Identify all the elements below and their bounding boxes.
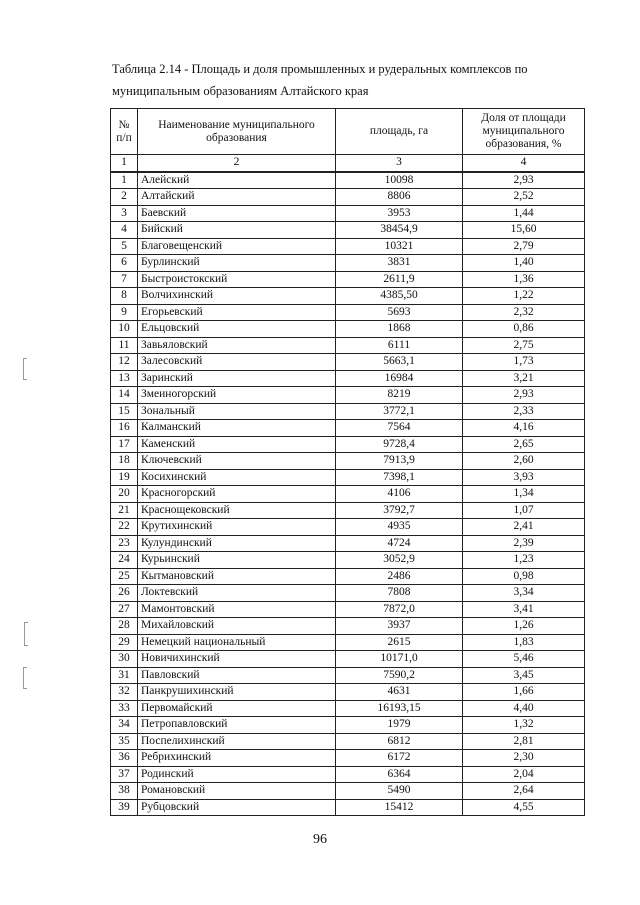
share-percent: 1,26 (463, 618, 585, 635)
municipality-name: Егорьевский (138, 304, 336, 321)
share-percent: 2,60 (463, 453, 585, 470)
header-area: площадь, га (336, 109, 463, 155)
table-row (111, 172, 585, 189)
table-row (111, 618, 585, 635)
municipality-name: Благовещенский (138, 238, 336, 255)
table-row (111, 288, 585, 305)
row-number: 10 (111, 321, 138, 338)
table-row (111, 634, 585, 651)
area-ha: 9728,4 (336, 436, 463, 453)
share-percent: 4,16 (463, 420, 585, 437)
area-ha: 7808 (336, 585, 463, 602)
municipality-name: Калманский (138, 420, 336, 437)
municipality-name: Волчихинский (138, 288, 336, 305)
row-number: 28 (111, 618, 138, 635)
row-number: 14 (111, 387, 138, 404)
row-number: 20 (111, 486, 138, 503)
area-ha: 7590,2 (336, 667, 463, 684)
table-row (111, 453, 585, 470)
row-number: 19 (111, 469, 138, 486)
area-ha: 7872,0 (336, 601, 463, 618)
area-ha: 3953 (336, 205, 463, 222)
municipality-name: Заринский (138, 370, 336, 387)
table-row (111, 552, 585, 569)
municipality-name: Красногорский (138, 486, 336, 503)
share-percent: 1,07 (463, 502, 585, 519)
table-row (111, 783, 585, 800)
share-percent: 3,21 (463, 370, 585, 387)
row-number: 22 (111, 519, 138, 536)
header-number: № п/п (111, 109, 138, 155)
share-percent: 3,34 (463, 585, 585, 602)
row-number: 27 (111, 601, 138, 618)
municipality-name: Бийский (138, 222, 336, 239)
table-row (111, 684, 585, 701)
municipality-name: Первомайский (138, 700, 336, 717)
municipality-name: Кытмановский (138, 568, 336, 585)
area-ha: 6812 (336, 733, 463, 750)
area-ha: 8219 (336, 387, 463, 404)
area-ha: 2611,9 (336, 271, 463, 288)
area-ha: 4724 (336, 535, 463, 552)
share-percent: 1,23 (463, 552, 585, 569)
scan-artifact (23, 358, 27, 380)
row-number: 25 (111, 568, 138, 585)
row-number: 33 (111, 700, 138, 717)
row-number: 37 (111, 766, 138, 783)
share-percent: 1,32 (463, 717, 585, 734)
municipality-name: Быстроистокский (138, 271, 336, 288)
municipality-name: Ельцовский (138, 321, 336, 338)
row-number: 5 (111, 238, 138, 255)
share-percent: 1,66 (463, 684, 585, 701)
table-row (111, 799, 585, 816)
share-percent: 2,30 (463, 750, 585, 767)
row-number: 2 (111, 189, 138, 206)
share-percent: 3,45 (463, 667, 585, 684)
municipality-name: Локтевский (138, 585, 336, 602)
municipality-name: Курьинский (138, 552, 336, 569)
area-ha: 3052,9 (336, 552, 463, 569)
row-number: 34 (111, 717, 138, 734)
table-caption-line-2: муниципальным образованиям Алтайского края (112, 84, 369, 98)
row-number: 13 (111, 370, 138, 387)
row-number: 7 (111, 271, 138, 288)
share-percent: 2,65 (463, 436, 585, 453)
row-number: 11 (111, 337, 138, 354)
share-percent: 2,52 (463, 189, 585, 206)
area-ha: 7564 (336, 420, 463, 437)
column-index: 1 (111, 155, 138, 172)
municipality-name: Косихинский (138, 469, 336, 486)
share-percent: 2,75 (463, 337, 585, 354)
table-row (111, 535, 585, 552)
municipality-name: Родинский (138, 766, 336, 783)
area-ha: 38454,9 (336, 222, 463, 239)
row-number: 26 (111, 585, 138, 602)
table-row (111, 585, 585, 602)
share-percent: 2,39 (463, 535, 585, 552)
area-ha: 16193,15 (336, 700, 463, 717)
area-ha: 7913,9 (336, 453, 463, 470)
area-ha: 6364 (336, 766, 463, 783)
area-ha: 5693 (336, 304, 463, 321)
area-ha: 1979 (336, 717, 463, 734)
table-row (111, 321, 585, 338)
municipality-name: Залесовский (138, 354, 336, 371)
table-row (111, 189, 585, 206)
row-number: 16 (111, 420, 138, 437)
municipality-name: Мамонтовский (138, 601, 336, 618)
row-number: 24 (111, 552, 138, 569)
area-ha: 10171,0 (336, 651, 463, 668)
table-row (111, 370, 585, 387)
area-ha: 8806 (336, 189, 463, 206)
municipality-name: Новичихинский (138, 651, 336, 668)
area-ha: 4106 (336, 486, 463, 503)
municipality-name: Панкрушихинский (138, 684, 336, 701)
area-ha: 10321 (336, 238, 463, 255)
table-row (111, 403, 585, 420)
municipality-name: Завьяловский (138, 337, 336, 354)
row-number: 38 (111, 783, 138, 800)
table-row (111, 420, 585, 437)
area-ha: 5663,1 (336, 354, 463, 371)
row-number: 9 (111, 304, 138, 321)
table-row (111, 205, 585, 222)
share-percent: 1,40 (463, 255, 585, 272)
area-ha: 3772,1 (336, 403, 463, 420)
table-row (111, 700, 585, 717)
scan-artifact (23, 667, 27, 689)
table-header-row (111, 109, 585, 155)
row-number: 30 (111, 651, 138, 668)
share-percent: 2,41 (463, 519, 585, 536)
table-row (111, 717, 585, 734)
share-percent: 5,46 (463, 651, 585, 668)
municipality-name: Павловский (138, 667, 336, 684)
row-number: 36 (111, 750, 138, 767)
municipality-name: Кулундинский (138, 535, 336, 552)
municipality-name: Рубцовский (138, 799, 336, 816)
table-row (111, 255, 585, 272)
area-ha: 7398,1 (336, 469, 463, 486)
area-ha: 10098 (336, 172, 463, 189)
area-ha: 3792,7 (336, 502, 463, 519)
area-ha: 2486 (336, 568, 463, 585)
table-row (111, 502, 585, 519)
table-row (111, 568, 585, 585)
municipality-name: Петропавловский (138, 717, 336, 734)
table-row (111, 651, 585, 668)
share-percent: 3,93 (463, 469, 585, 486)
municipality-name: Алейский (138, 172, 336, 189)
share-percent: 2,93 (463, 387, 585, 404)
column-index: 3 (336, 155, 463, 172)
page-number: 96 (313, 832, 327, 847)
row-number: 31 (111, 667, 138, 684)
share-percent: 4,40 (463, 700, 585, 717)
column-index: 4 (463, 155, 585, 172)
table-row (111, 733, 585, 750)
row-number: 4 (111, 222, 138, 239)
row-number: 21 (111, 502, 138, 519)
municipality-name: Поспелихинский (138, 733, 336, 750)
table-row (111, 337, 585, 354)
table-row (111, 519, 585, 536)
share-percent: 2,93 (463, 172, 585, 189)
municipality-name: Змеиногорский (138, 387, 336, 404)
table-row (111, 354, 585, 371)
municipality-name: Ребрихинский (138, 750, 336, 767)
share-percent: 0,98 (463, 568, 585, 585)
area-ha: 5490 (336, 783, 463, 800)
table-row (111, 436, 585, 453)
row-number: 23 (111, 535, 138, 552)
share-percent: 1,36 (463, 271, 585, 288)
share-percent: 1,83 (463, 634, 585, 651)
share-percent: 2,32 (463, 304, 585, 321)
area-ha: 6111 (336, 337, 463, 354)
row-number: 35 (111, 733, 138, 750)
municipality-name: Баевский (138, 205, 336, 222)
municipality-name: Зональный (138, 403, 336, 420)
area-ha: 4935 (336, 519, 463, 536)
area-ha: 15412 (336, 799, 463, 816)
share-percent: 2,81 (463, 733, 585, 750)
municipality-name: Бурлинский (138, 255, 336, 272)
share-percent: 3,41 (463, 601, 585, 618)
area-ha: 3831 (336, 255, 463, 272)
municipality-name: Немецкий национальный (138, 634, 336, 651)
area-ha: 2615 (336, 634, 463, 651)
table-row (111, 601, 585, 618)
area-ha: 4631 (336, 684, 463, 701)
row-number: 32 (111, 684, 138, 701)
row-number: 29 (111, 634, 138, 651)
table-row (111, 304, 585, 321)
row-number: 6 (111, 255, 138, 272)
area-share-table (110, 108, 585, 816)
table-row (111, 238, 585, 255)
row-number: 15 (111, 403, 138, 420)
table-row (111, 469, 585, 486)
table-row (111, 222, 585, 239)
municipality-name: Крутихинский (138, 519, 336, 536)
share-percent: 4,55 (463, 799, 585, 816)
table-row (111, 750, 585, 767)
area-ha: 4385,50 (336, 288, 463, 305)
table-row (111, 486, 585, 503)
column-index-row (111, 155, 585, 172)
table-row (111, 667, 585, 684)
table-row (111, 387, 585, 404)
scan-artifact (24, 622, 28, 646)
municipality-name: Михайловский (138, 618, 336, 635)
municipality-name: Алтайский (138, 189, 336, 206)
area-ha: 16984 (336, 370, 463, 387)
row-number: 39 (111, 799, 138, 816)
share-percent: 15,60 (463, 222, 585, 239)
row-number: 8 (111, 288, 138, 305)
area-ha: 6172 (336, 750, 463, 767)
share-percent: 0,86 (463, 321, 585, 338)
municipality-name: Каменский (138, 436, 336, 453)
table-caption-line-1: Таблица 2.14 - Площадь и доля промышленных и рудеральных комплексов по (112, 62, 528, 76)
municipality-name: Романовский (138, 783, 336, 800)
share-percent: 1,44 (463, 205, 585, 222)
row-number: 3 (111, 205, 138, 222)
share-percent: 2,04 (463, 766, 585, 783)
share-percent: 2,33 (463, 403, 585, 420)
share-percent: 2,79 (463, 238, 585, 255)
row-number: 12 (111, 354, 138, 371)
municipality-name: Ключевский (138, 453, 336, 470)
table-row (111, 766, 585, 783)
share-percent: 2,64 (463, 783, 585, 800)
share-percent: 1,34 (463, 486, 585, 503)
share-percent: 1,73 (463, 354, 585, 371)
municipality-name: Краснощековский (138, 502, 336, 519)
share-percent: 1,22 (463, 288, 585, 305)
area-ha: 3937 (336, 618, 463, 635)
area-ha: 1868 (336, 321, 463, 338)
row-number: 18 (111, 453, 138, 470)
header-share: Доля от площади муниципального образования, % (463, 109, 585, 155)
header-municipality: Наименование муниципального образования (138, 109, 336, 155)
table-row (111, 271, 585, 288)
row-number: 17 (111, 436, 138, 453)
row-number: 1 (111, 172, 138, 189)
column-index: 2 (138, 155, 336, 172)
